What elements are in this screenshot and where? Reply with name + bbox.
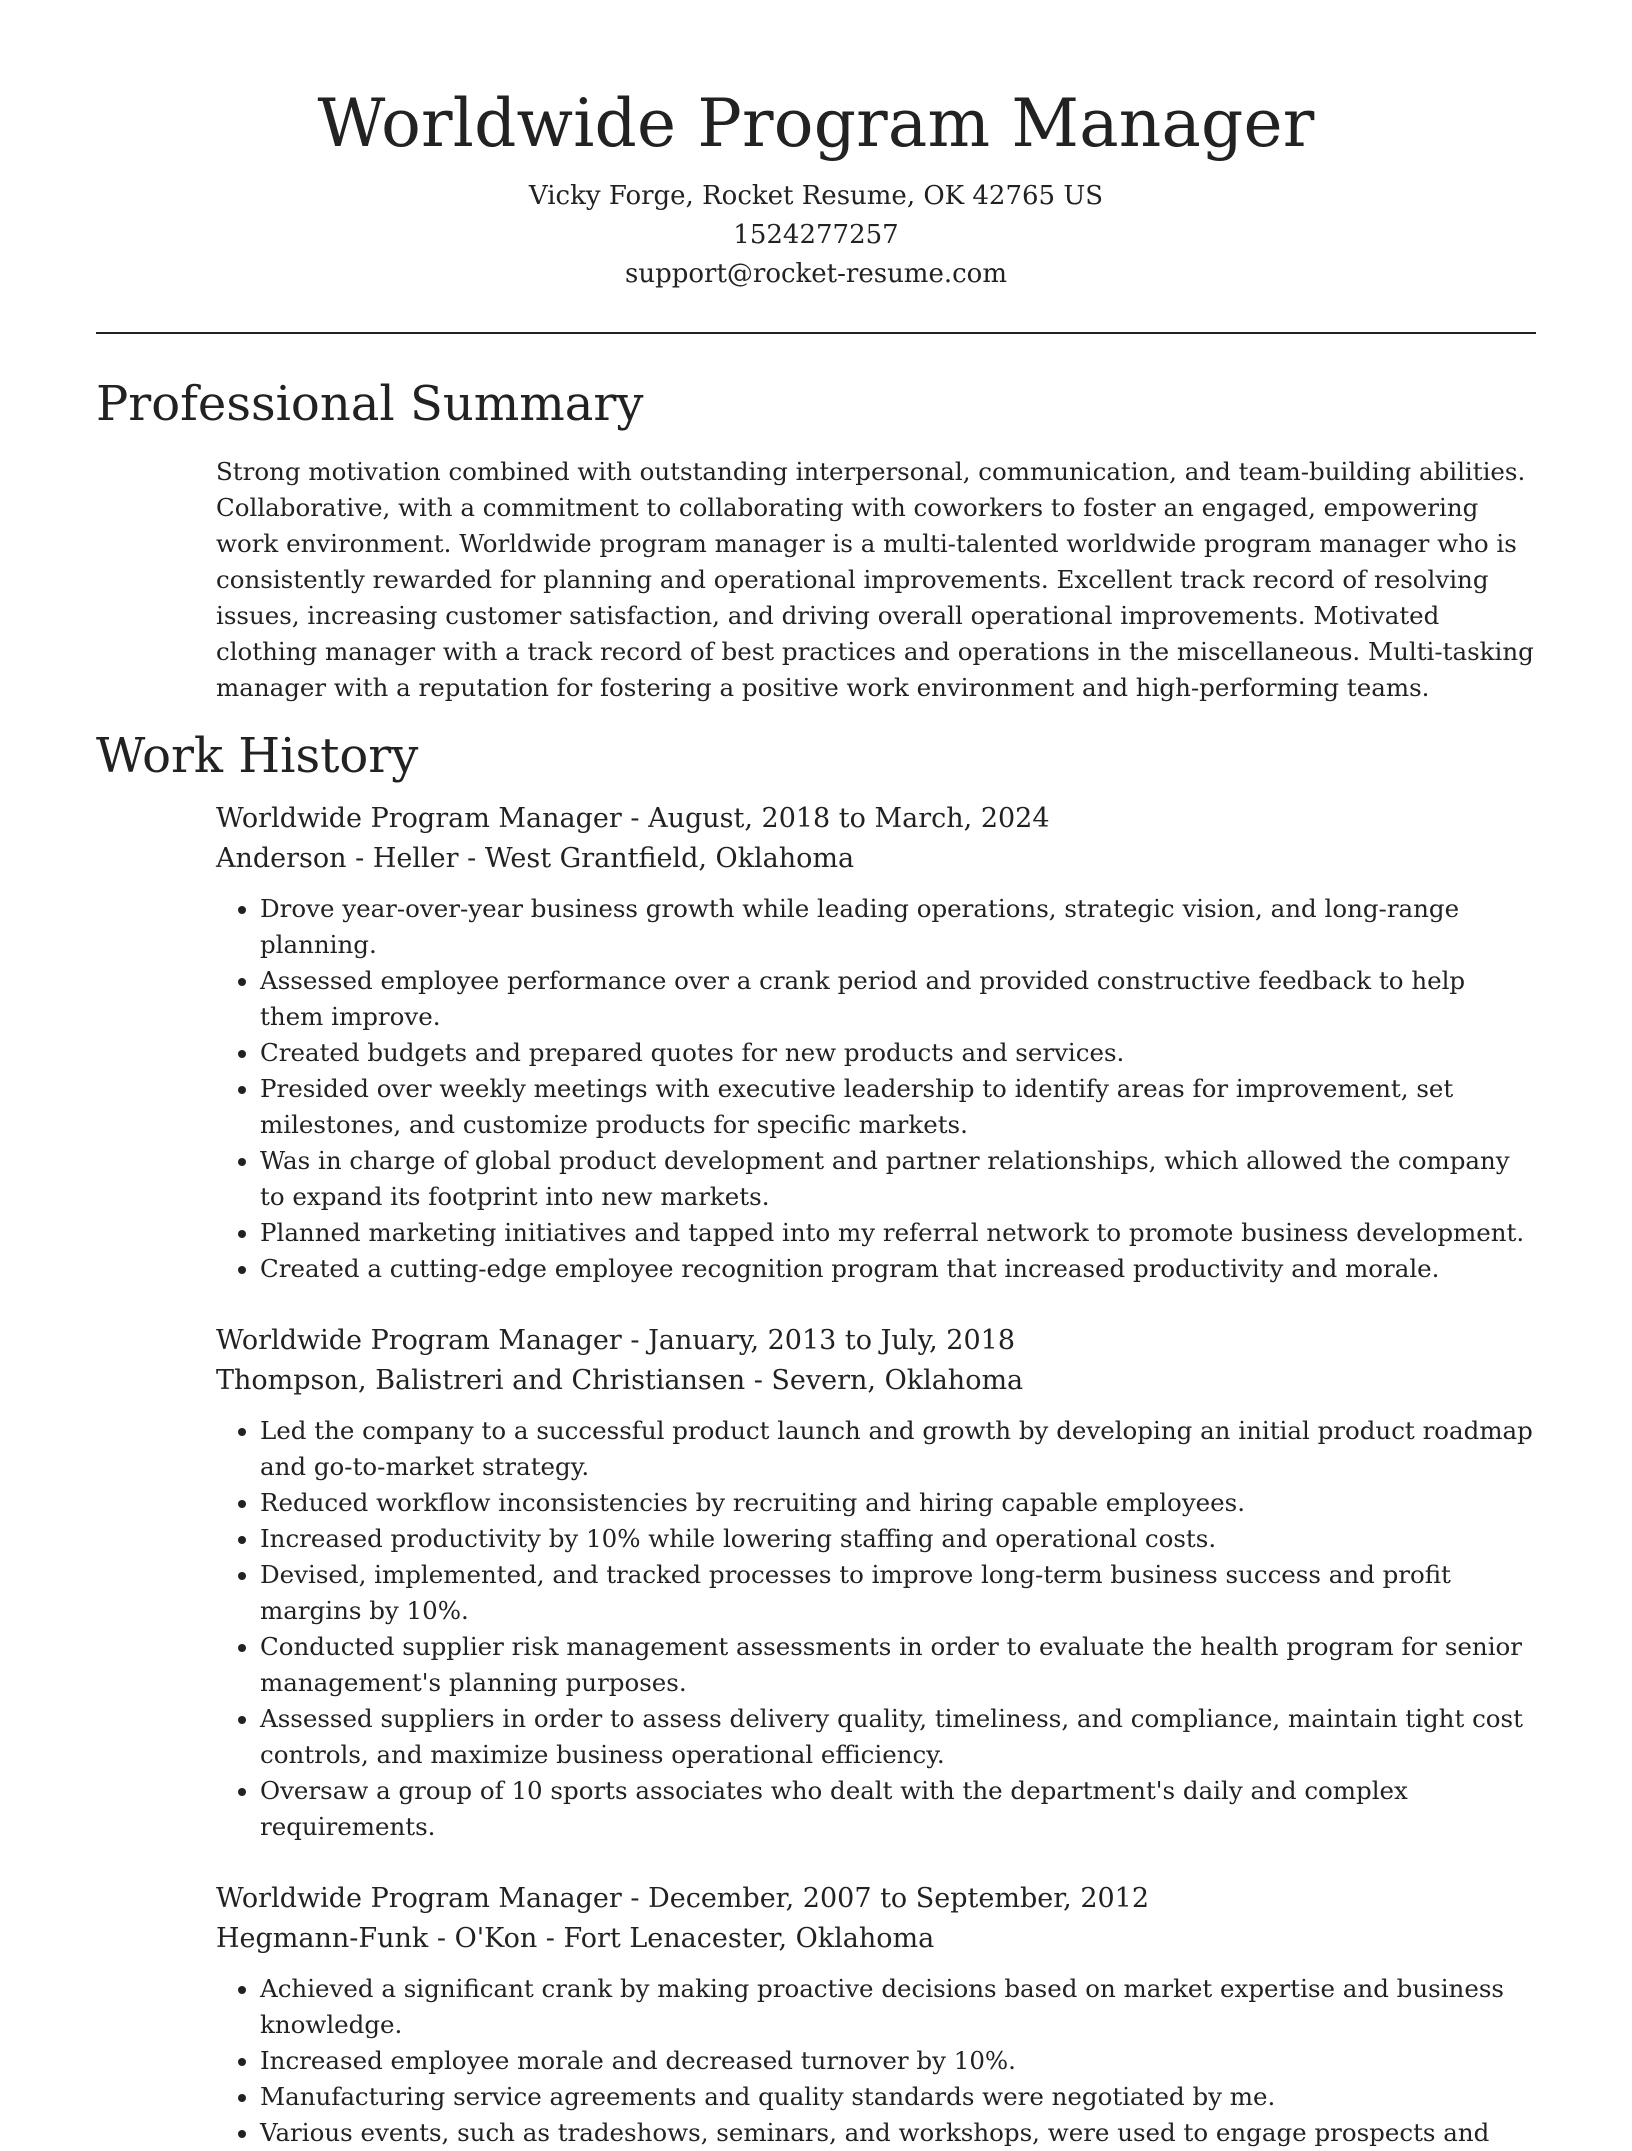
header-divider: [96, 332, 1536, 334]
contact-block: [96, 177, 1536, 294]
list-item: • Assessed suppliers in order to assess delivery quality, timeliness, and compliance, maintain tight cost controls, and maximize business operational efficiency.: [260, 1701, 1536, 1773]
list-item: • Oversaw a group of 10 sports associates who dealt with the department's daily and complex requirements.: [260, 1773, 1536, 1845]
job-title: Worldwide Program Manager: [216, 1325, 622, 1357]
contact-address: Vicky Forge, Rocket Resume, OK 42765 US: [528, 181, 1104, 212]
list-item: • Devised, implemented, and tracked processes to improve long-term business success and profit margins by 10%.: [260, 1557, 1536, 1629]
work-history-heading: Work History: [96, 727, 419, 784]
job-bullets: [216, 891, 1536, 1287]
resume-title: Worldwide Program Manager: [317, 85, 1315, 162]
list-item: • Increased employee morale and decreased turnover by 10%.: [260, 2043, 1536, 2079]
job-location: - West Grantfield, Oklahoma: [458, 843, 855, 875]
list-item: • Assessed employee performance over a crank period and provided constructive feedback to help them improve.: [260, 963, 1536, 1035]
job-company-line: [216, 1919, 1536, 1959]
job-location: - Fort Lenacester, Oklahoma: [537, 1923, 935, 1955]
job-dates: - January, 2013 to July, 2018: [621, 1325, 1015, 1357]
list-item: • Increased productivity by 10% while lowering staffing and operational costs.: [260, 1521, 1536, 1557]
job-company-line: [216, 1361, 1536, 1401]
summary-text: Strong motivation combined with outstanding interpersonal, communication, and team-building abilities. Collaborative, with a commitment to collaborating with coworkers to foster an engaged, empowering work environment. Worldwide program manager is a multi-talented worldwide program manager who is consistently rewarded for planning and operational improvements. Excellent track record of resolving issues, increasing customer satisfaction, and driving overall operational improvements. Motivated clothing manager with a track record of best practices and operations in the miscellaneous. Multi-tasking manager with a reputation for fostering a positive work environment and high-performing teams.: [216, 456, 1534, 702]
resume-header: [96, 0, 1536, 294]
job-entry-3: [216, 1879, 1536, 2151]
contact-phone: 1524277257: [733, 220, 899, 251]
contact-email: support@rocket-resume.com: [624, 259, 1007, 290]
list-item: • Reduced workflow inconsistencies by recruiting and hiring capable employees.: [260, 1485, 1536, 1521]
job-company: Hegmann-Funk - O'Kon: [216, 1923, 538, 1955]
job-company-line: [216, 839, 1536, 879]
list-item: • Presided over weekly meetings with executive leadership to identify areas for improvement, set milestones, and customize products for specific markets.: [260, 1071, 1536, 1143]
list-item: • Drove year-over-year business growth while leading operations, strategic vision, and long-range planning.: [260, 891, 1536, 963]
job-title-line: [216, 1879, 1536, 1919]
job-entry-1: [216, 799, 1536, 1287]
job-entry-2: [216, 1321, 1536, 1845]
list-item: • Achieved a significant crank by making proactive decisions based on market expertise and business knowledge.: [260, 1971, 1536, 2043]
list-item: • Was in charge of global product development and partner relationships, which allowed the company to expand its footprint into new markets.: [260, 1143, 1536, 1215]
list-item: • Various events, such as tradeshows, seminars, and workshops, were used to engage prospects and: [260, 2115, 1536, 2151]
list-item: • Conducted supplier risk management assessments in order to evaluate the health program for senior management's planning purposes.: [260, 1629, 1536, 1701]
job-title-line: [216, 799, 1536, 839]
job-location: - Severn, Oklahoma: [745, 1365, 1024, 1397]
job-dates: - December, 2007 to September, 2012: [621, 1883, 1150, 1915]
job-company: Thompson, Balistreri and Christiansen: [216, 1365, 746, 1397]
list-item: • Created a cutting-edge employee recognition program that increased productivity and morale.: [260, 1251, 1536, 1287]
job-title: Worldwide Program Manager: [216, 1883, 622, 1915]
list-item: • Led the company to a successful product launch and growth by developing an initial product roadmap and go-to-market strategy.: [260, 1413, 1536, 1485]
job-dates: - August, 2018 to March, 2024: [621, 803, 1050, 835]
list-item: • Created budgets and prepared quotes for new products and services.: [260, 1035, 1536, 1071]
job-bullets: [216, 1413, 1536, 1845]
list-item: • Planned marketing initiatives and tapped into my referral network to promote business development.: [260, 1215, 1536, 1251]
job-title-line: [216, 1321, 1536, 1361]
job-bullets: [216, 1971, 1536, 2151]
job-company: Anderson - Heller: [216, 843, 459, 875]
list-item: • Manufacturing service agreements and quality standards were negotiated by me.: [260, 2079, 1536, 2115]
job-title: Worldwide Program Manager: [216, 803, 622, 835]
summary-heading: Professional Summary: [96, 376, 644, 433]
